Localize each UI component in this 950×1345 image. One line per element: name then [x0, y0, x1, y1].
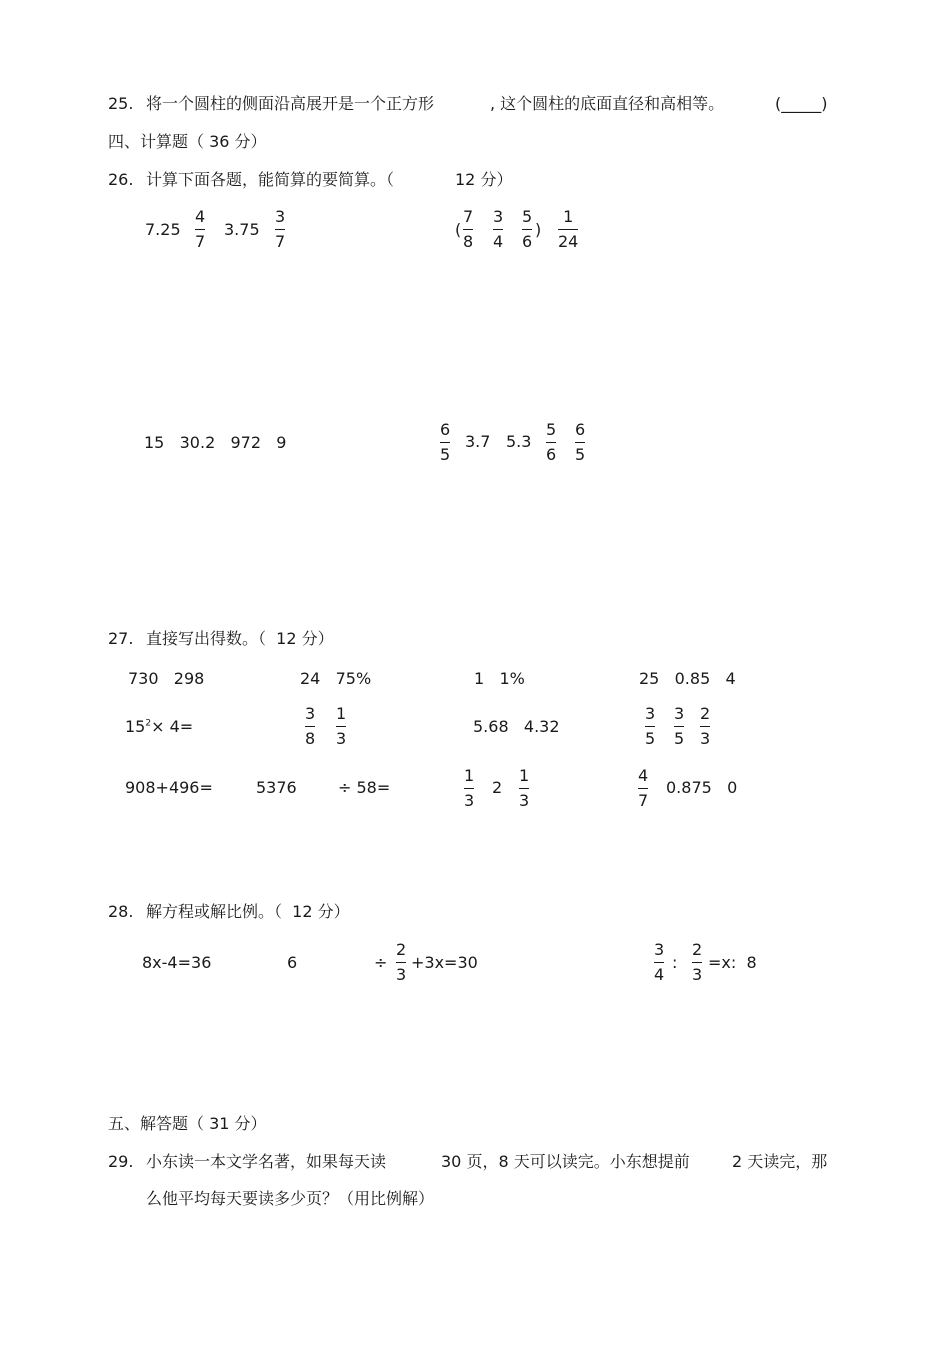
denominator: 7 [638, 791, 649, 810]
numerator: 3 [305, 704, 316, 723]
numerator: 3 [674, 704, 685, 723]
fraction [638, 768, 648, 809]
fraction [519, 768, 529, 809]
denominator: 5 [440, 445, 451, 464]
q27-r1-item: 25 0.85 4 [639, 669, 736, 688]
numerator: 2 [692, 940, 703, 959]
denominator: 5 [674, 729, 685, 748]
denominator: 4 [493, 232, 504, 251]
q29-number: 29. [108, 1152, 134, 1171]
q27-r1-item: 24 75% [300, 669, 372, 688]
fraction [522, 209, 532, 250]
q28-e3-colon: : [672, 953, 678, 972]
denominator: 3 [396, 965, 407, 984]
fraction [674, 706, 684, 747]
numerator: 2 [700, 704, 711, 723]
q26-e1-b: 3.75 [224, 220, 260, 239]
denominator: 3 [464, 791, 475, 810]
denominator: 5 [575, 445, 586, 464]
numerator: 1 [563, 207, 574, 226]
close-paren: ) [535, 220, 542, 239]
fraction [493, 209, 503, 250]
fraction [700, 706, 710, 747]
fraction [195, 209, 205, 250]
q28-e3-tail: =x: 8 [708, 953, 757, 972]
numerator: 1 [519, 766, 530, 785]
numerator: 1 [464, 766, 475, 785]
section-4-title: 四、计算题（ 36 分） [108, 132, 267, 151]
numerator: 3 [645, 704, 656, 723]
denominator: 6 [522, 232, 533, 251]
denominator: 3 [700, 729, 711, 748]
denominator: 4 [654, 965, 665, 984]
denominator: 7 [275, 232, 286, 251]
fraction [546, 422, 556, 463]
fraction [440, 422, 450, 463]
open-paren: ( [455, 220, 462, 239]
numerator: 3 [275, 207, 286, 226]
section-5-title: 五、解答题（ 31 分） [108, 1114, 267, 1133]
fraction [558, 209, 578, 250]
fraction [336, 706, 346, 747]
q25-text-2: , 这个圆柱的底面直径和高相等。 [490, 94, 725, 113]
numerator: 6 [575, 420, 586, 439]
denominator: 8 [305, 729, 316, 748]
q27-r2c: 5.68 4.32 [473, 717, 560, 736]
exponent: 2 [145, 718, 152, 729]
q25-text: 将一个圆柱的侧面沿高展开是一个正方形 [146, 94, 435, 113]
tail: × 4= [151, 717, 194, 736]
q28-e1: 8x-4=36 [142, 953, 212, 972]
denominator: 5 [645, 729, 656, 748]
q26-e4-a: 3.7 [465, 432, 491, 451]
q27-r1-item: 730 298 [128, 669, 205, 688]
denominator: 3 [336, 729, 347, 748]
numerator: 3 [493, 207, 504, 226]
q28-e2-div: ÷ [374, 953, 388, 972]
q28-number: 28. [108, 902, 134, 921]
fraction [275, 209, 285, 250]
q29-line2: 么他平均每天要读多少页？（用比例解） [146, 1189, 435, 1208]
q29-line1-a: 小东读一本文学名著，如果每天读 [146, 1152, 387, 1171]
base: 15 [125, 717, 146, 736]
fraction [463, 209, 473, 250]
numerator: 4 [195, 207, 206, 226]
q27-r3a: 908+496= [125, 778, 213, 797]
q25-number: 25. [108, 94, 134, 113]
q27-r2a [125, 719, 193, 735]
fraction [464, 768, 474, 809]
q29-line1-c: 2 天读完，那 [732, 1152, 828, 1171]
q27-r3b-num: 5376 [256, 778, 297, 797]
fraction [305, 706, 315, 747]
q29-line1-b: 30 页，8 天可以读完。小东想提前 [441, 1152, 690, 1171]
q26-e1-a: 7.25 [145, 220, 181, 239]
denominator: 6 [546, 445, 557, 464]
denominator: 24 [558, 232, 579, 251]
q28-e2-a: 6 [287, 953, 298, 972]
q26-score: 12 分） [455, 170, 513, 189]
fraction [396, 942, 406, 983]
q27-r3d-tail: 0.875 0 [666, 778, 738, 797]
numerator: 1 [336, 704, 347, 723]
denominator: 3 [519, 791, 530, 810]
denominator: 3 [692, 965, 703, 984]
denominator: 7 [195, 232, 206, 251]
numerator: 5 [546, 420, 557, 439]
q25-answer-blank[interactable]: (_____) [775, 94, 828, 113]
numerator: 5 [522, 207, 533, 226]
q26-number: 26. [108, 170, 134, 189]
denominator: 8 [463, 232, 474, 251]
numerator: 7 [463, 207, 474, 226]
q26-title: 计算下面各题，能简算的要简算。（ [146, 170, 395, 189]
fraction [645, 706, 655, 747]
q27-title: 直接写出得数。（ 12 分） [146, 629, 334, 648]
numerator: 6 [440, 420, 451, 439]
numerator: 2 [396, 940, 407, 959]
q28-title: 解方程或解比例。（ 12 分） [146, 902, 350, 921]
fraction [575, 422, 585, 463]
numerator: 4 [638, 766, 649, 785]
fraction [692, 942, 702, 983]
fraction [654, 942, 664, 983]
q26-e3: 15 30.2 972 9 [144, 433, 287, 452]
q28-e2-tail: +3x=30 [411, 953, 478, 972]
q27-r3b-div: ÷ 58= [338, 778, 391, 797]
q26-e4-b: 5.3 [506, 432, 532, 451]
numerator: 3 [654, 940, 665, 959]
q27-number: 27. [108, 629, 134, 648]
q27-r3c-mid: 2 [492, 778, 503, 797]
q27-r1-item: 1 1% [474, 669, 525, 688]
